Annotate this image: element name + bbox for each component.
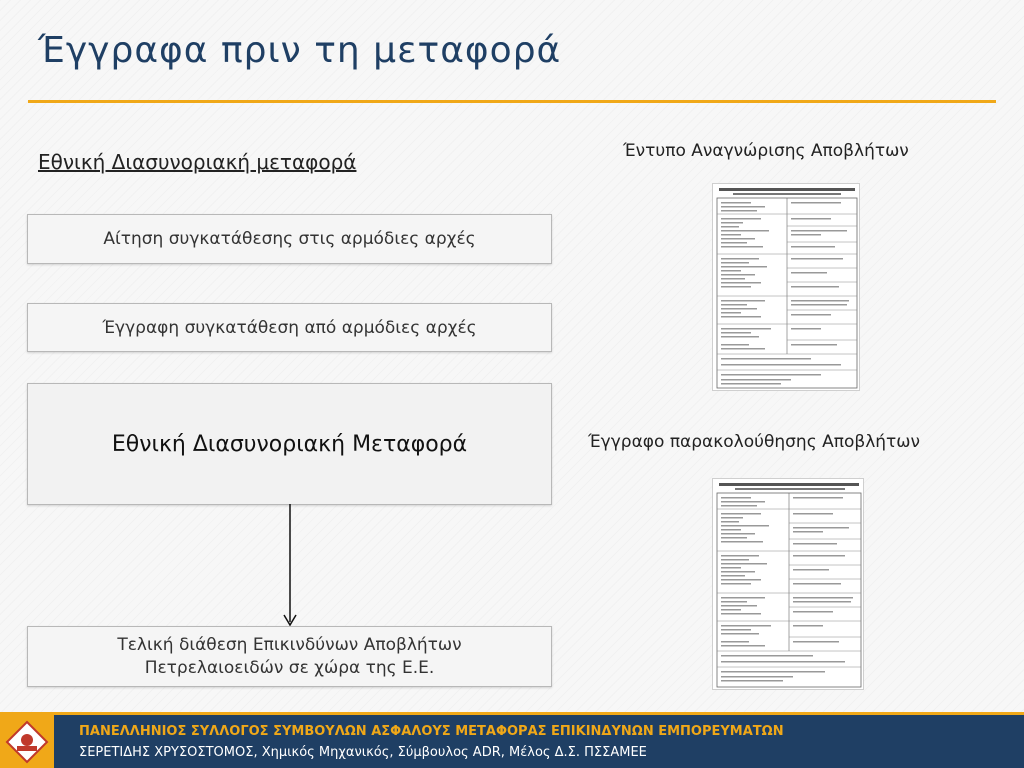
flow-step-final-disposal [27,626,552,687]
flow-step-label-line1: Τελική διάθεση Επικινδύνων Αποβλήτων [117,634,462,655]
document-thumbnail-monitoring [712,478,864,690]
title-divider [28,100,996,103]
document-thumbnail-identification [712,183,860,391]
flow-step-consent-request [27,214,552,264]
flow-step-label: Εθνική Διασυνοριακή Μεταφορά [111,431,468,457]
flow-step-label: Αίτηση συγκατάθεσης στις αρμόδιες αρχές [103,229,476,249]
document-label-monitoring: Έγγραφο παρακολούθησης Αποβλήτων [588,432,920,452]
document-label-identification: Έντυπο Αναγνώρισης Αποβλήτων [623,141,909,161]
flow-step-national-transport [27,383,552,505]
slide-title: Έγγραφα πριν τη μεταφορά [38,30,562,71]
flow-step-label-line2: Πετρελαιοειδών σε χώρα της Ε.Ε. [144,657,435,678]
footer-organization: ΠΑΝΕΛΛΗΝΙΟΣ ΣΥΛΛΟΓΟΣ ΣΥΜΒΟΥΛΩΝ ΑΣΦΑΛΟΥΣ ΜΕΤΑΦΟΡΑΣ ΕΠΙΚΙΝΔΥΝΩΝ ΕΜΠΟΡΕΥΜΑΤΩΝ [79,724,784,739]
flow-arrow-icon [279,504,301,628]
form-document-icon [713,479,864,690]
organization-logo-icon [0,715,54,768]
flow-step-written-consent [27,303,552,352]
footer-bar [0,712,1024,768]
flow-step-label: Έγγραφη συγκατάθεση από αρμόδιες αρχές [102,317,477,338]
form-document-icon [713,184,860,391]
footer-author: ΣΕΡΕΤΙΔΗΣ ΧΡΥΣΟΣΤΟΜΟΣ, Χημικός Μηχανικός, Σύμβουλος ADR, Μέλος Δ.Σ. ΠΣΣΑΜΕΕ [79,745,647,760]
section-subtitle: Εθνική Διασυνοριακή μεταφορά [38,150,357,174]
